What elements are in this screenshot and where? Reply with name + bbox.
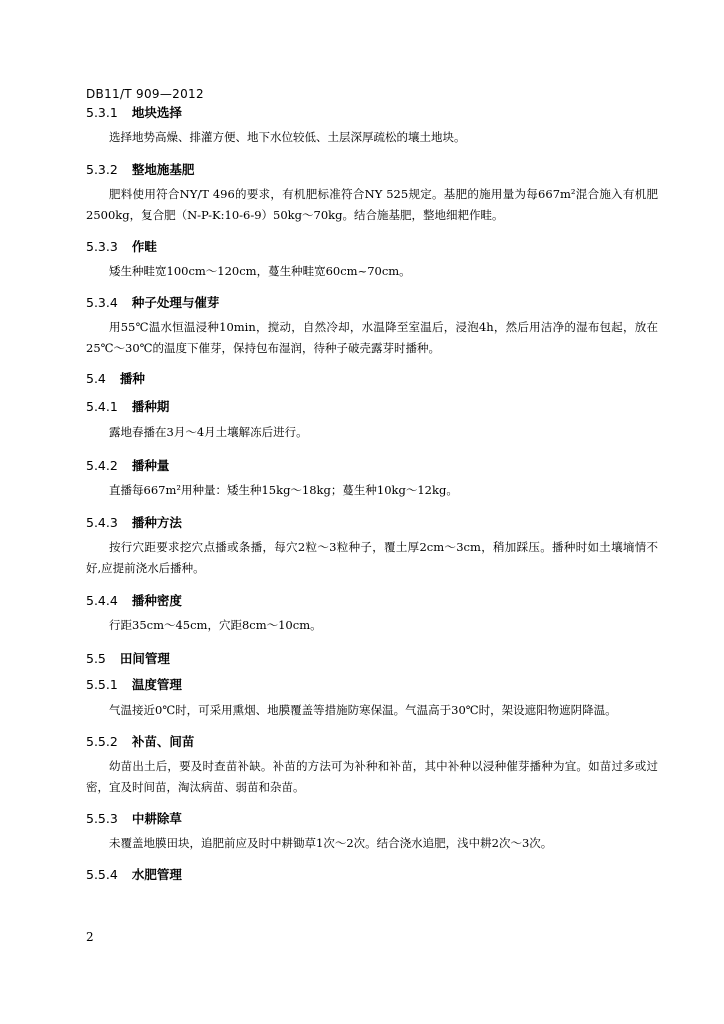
section-heading — [86, 514, 182, 531]
section-paragraph: 按行穴距要求挖穴点播或条播，每穴2粒～3粒种子，覆土厚2cm～3cm，稍加踩压。播种时如土壤墒情不好,应提前浇水后播种。 — [86, 540, 658, 575]
section-heading — [86, 161, 194, 178]
section-paragraph: 未覆盖地膜田块，追肥前应及时中耕锄草1次～2次。结合浇水追肥，浅中耕2次～3次。 — [109, 836, 553, 850]
section-heading — [86, 104, 182, 121]
section-number: 5.3.4 — [86, 295, 118, 310]
section-paragraph: 用55℃温水恒温浸种10min，搅动，自然冷却，水温降至室温后，浸泡4h，然后用洁净的湿布包起，放在25℃～30℃的温度下催芽，保持包布湿润，待种子破壳露芽时播种。 — [86, 320, 658, 355]
section-paragraph: 选择地势高燥、排灌方便、地下水位较低、土层深厚疏松的壤土地块。 — [109, 130, 466, 144]
section-number: 5.5.3 — [86, 811, 118, 826]
section-paragraph: 露地春播在3月～4月土壤解冻后进行。 — [109, 425, 308, 439]
document-code: DB11/T 909—2012 — [86, 87, 204, 101]
section-paragraph: 直播每667m²用种量：矮生种15kg～18kg；蔓生种10kg～12kg。 — [109, 483, 458, 497]
section-title: 播种期 — [131, 399, 170, 414]
section-title: 作畦 — [131, 239, 157, 254]
section-number: 5.5 — [86, 651, 106, 666]
section-number: 5.3.2 — [86, 162, 118, 177]
section-heading — [86, 810, 182, 827]
section-heading — [86, 457, 169, 474]
section-title: 水肥管理 — [131, 867, 182, 882]
section-number: 5.4 — [86, 371, 106, 386]
section-number: 5.3.3 — [86, 239, 118, 254]
section-number: 5.4.4 — [86, 593, 118, 608]
section-heading — [86, 294, 219, 311]
section-title: 温度管理 — [131, 677, 182, 692]
section-paragraph: 矮生种畦宽100cm～120cm，蔓生种畦宽60cm~70cm。 — [109, 264, 411, 278]
section-number: 5.5.2 — [86, 734, 118, 749]
section-title: 播种密度 — [131, 593, 182, 608]
section-heading — [86, 733, 194, 750]
page-number: 2 — [86, 930, 94, 944]
section-title: 播种 — [119, 371, 145, 386]
section-heading — [86, 866, 182, 883]
section-heading — [86, 592, 182, 609]
section-paragraph: 幼苗出土后，要及时查苗补缺。补苗的方法可为补种和补苗，其中补种以浸种催芽播种为宜。如苗过多或过密，宜及时间苗，淘汰病苗、弱苗和杂苗。 — [86, 759, 658, 794]
section-paragraph: 气温接近0℃时，可采用熏烟、地膜覆盖等措施防寒保温。气温高于30℃时，架设遮阳物遮阴降温。 — [109, 703, 617, 717]
section-number: 5.5.1 — [86, 677, 118, 692]
section-title: 田间管理 — [119, 651, 170, 666]
section-paragraph: 肥料使用符合NY/T 496的要求，有机肥标准符合NY 525规定。基肥的施用量为每667m²混合施入有机肥2500kg，复合肥（N-P-K:10-6-9）50kg～70kg。结合施基肥，整地细耙作畦。 — [86, 187, 658, 222]
section-heading — [86, 676, 182, 693]
section-heading — [86, 650, 170, 667]
section-title: 播种方法 — [131, 515, 182, 530]
section-title: 整地施基肥 — [131, 162, 195, 177]
section-paragraph: 行距35cm～45cm，穴距8cm～10cm。 — [109, 618, 322, 632]
section-title: 播种量 — [131, 458, 170, 473]
section-title: 地块选择 — [131, 105, 182, 120]
section-number: 5.4.1 — [86, 399, 118, 414]
section-title: 补苗、间苗 — [131, 734, 195, 749]
section-number: 5.4.2 — [86, 458, 118, 473]
section-heading — [86, 238, 157, 255]
section-heading — [86, 398, 169, 415]
section-heading — [86, 370, 145, 387]
section-number: 5.3.1 — [86, 105, 118, 120]
section-title: 中耕除草 — [131, 811, 182, 826]
section-number: 5.5.4 — [86, 867, 118, 882]
section-title: 种子处理与催芽 — [131, 295, 220, 310]
section-number: 5.4.3 — [86, 515, 118, 530]
